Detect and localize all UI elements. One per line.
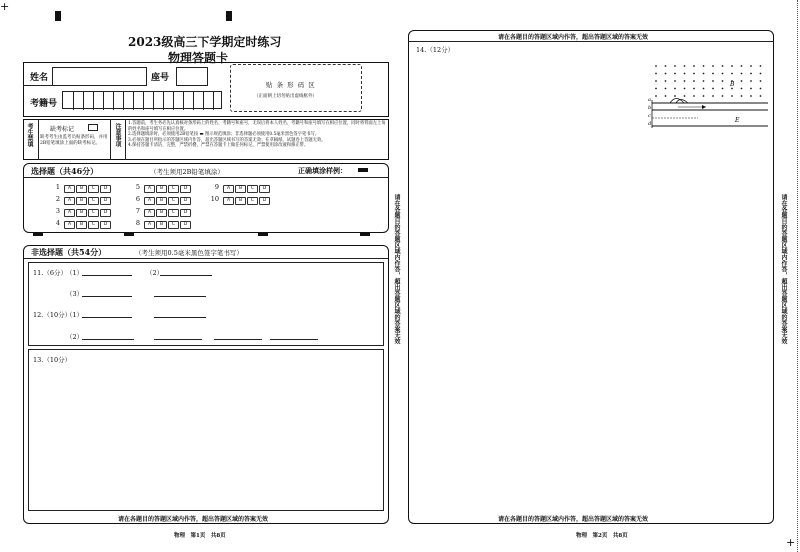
position-mark (226, 11, 232, 21)
field-dot (693, 80, 695, 82)
choice-question-number: 8 (135, 219, 140, 227)
field-dot (703, 88, 705, 90)
choice-bubble-10-c[interactable]: C (247, 197, 258, 205)
q11-part1-label: （1） (66, 269, 84, 277)
choice-title: 选择题（共46分） (31, 166, 99, 176)
choice-question-10 (207, 195, 271, 205)
field-dot (655, 73, 657, 75)
field-dot (741, 80, 743, 82)
field-dot (722, 65, 724, 67)
field-dot (722, 80, 724, 82)
position-mark (124, 232, 134, 236)
registration-cross-bottom-right: + (786, 536, 796, 549)
choice-bubble-3-b[interactable]: B (76, 209, 87, 217)
choice-bubble-8-a[interactable]: A (144, 221, 155, 229)
area-warning-top-right: 请在各题目的答题区域内作答，超出答题区域的答案无效 (498, 34, 649, 41)
registration-cross-top-left: + (0, 0, 10, 13)
notes-list (128, 121, 386, 149)
choice-bubble-1-c[interactable]: C (88, 185, 99, 193)
field-dot (722, 88, 724, 90)
choice-bubble-3-d[interactable]: D (100, 209, 111, 217)
field-dot (665, 80, 667, 82)
choice-bubble-5-a[interactable]: A (144, 185, 155, 193)
q14-figure (648, 60, 770, 132)
field-dot (731, 95, 733, 97)
choice-bubble-6-c[interactable]: C (168, 197, 179, 205)
note-item: 2.选择题填涂时，必须使用2B铅笔按 ▬ 图示规范填涂；非选择题必须使用0.5毫米黑色签字笔书写。 (128, 132, 320, 137)
choice-question-2 (48, 195, 112, 205)
footer-right: 物理 第2页 共8页 (576, 533, 628, 539)
field-dot (665, 95, 667, 97)
field-dot (703, 73, 705, 75)
field-dot (741, 88, 743, 90)
choice-question-number: 9 (214, 183, 219, 191)
choice-instruction: （考生须用2B铅笔填涂） (150, 168, 224, 176)
choice-bubble-5-c[interactable]: C (168, 185, 179, 193)
field-dot (731, 73, 733, 75)
side-warning-left: 请在各题目的答题区域内作答，超出答题区域的答案无效 (393, 194, 400, 344)
exam-number-label: 考籍号 (30, 99, 58, 109)
field-dot (712, 73, 714, 75)
choice-question-number: 5 (135, 183, 140, 191)
position-mark (360, 232, 370, 236)
q12-part1-label: （1） (66, 311, 84, 319)
field-dot (760, 88, 762, 90)
area-warning-left: 请在各题目的答题区域内作答，超出答题区域的答案无效 (118, 516, 269, 523)
field-dot (722, 95, 724, 97)
field-dot (741, 65, 743, 67)
choice-bubble-4-d[interactable]: D (100, 221, 111, 229)
choice-question-number: 7 (135, 207, 140, 215)
choice-question-number: 6 (135, 195, 140, 203)
field-dot (750, 80, 752, 82)
nonchoice-instruction: （考生须用0.5毫米黑色签字笔书写） (135, 249, 243, 257)
choice-bubble-9-c[interactable]: C (247, 185, 258, 193)
barcode-title: 贴 条 形 码 区 (266, 81, 316, 89)
choice-bubble-1-b[interactable]: B (76, 185, 87, 193)
position-mark (33, 232, 43, 236)
field-dot (760, 65, 762, 67)
absent-label: 缺考标记 (50, 126, 75, 133)
field-dot (693, 88, 695, 90)
q14-point-a-label: a (648, 97, 651, 103)
field-dot (703, 95, 705, 97)
choice-bubble-7-d[interactable]: D (180, 209, 191, 217)
notes-side-label: 注意事项 (114, 123, 121, 147)
position-mark (55, 11, 61, 21)
choice-bubble-2-c[interactable]: C (88, 197, 99, 205)
position-mark (258, 232, 268, 236)
q13-label: 13.（10分） (33, 356, 72, 364)
field-dot (760, 73, 762, 75)
choice-question-number: 1 (55, 183, 60, 191)
choice-question-9 (207, 183, 271, 193)
sample-filled-mark (358, 168, 368, 172)
absent-checkbox[interactable] (88, 124, 98, 131)
choice-bubble-2-a[interactable]: A (64, 197, 75, 205)
choice-question-number: 2 (55, 195, 60, 203)
field-dot (684, 73, 686, 75)
field-dot (665, 65, 667, 67)
field-dot (674, 95, 676, 97)
q11-label: 11.（6分） (33, 269, 67, 277)
choice-bubble-6-b[interactable]: B (156, 197, 167, 205)
choice-bubble-10-b[interactable]: B (235, 197, 246, 205)
field-dot (665, 73, 667, 75)
sample-label: 正确填涂样例： (298, 166, 347, 175)
nonchoice-title: 非选择题（共54分） (31, 247, 107, 257)
choice-bubble-3-c[interactable]: C (88, 209, 99, 217)
choice-bubble-4-a[interactable]: A (64, 221, 75, 229)
choice-bubble-10-a[interactable]: A (223, 197, 234, 205)
field-dot (674, 88, 676, 90)
field-dot (741, 95, 743, 97)
choice-question-6 (128, 195, 192, 205)
field-dot (741, 73, 743, 75)
choice-bubble-7-c[interactable]: C (168, 209, 179, 217)
choice-question-1 (48, 183, 112, 193)
field-dot (750, 95, 752, 97)
field-dot (703, 80, 705, 82)
q11-part3-label: （3） (66, 290, 84, 298)
field-dot (722, 73, 724, 75)
field-dot (760, 80, 762, 82)
field-dot (693, 73, 695, 75)
field-dot (712, 80, 714, 82)
choice-bubble-8-b[interactable]: B (156, 221, 167, 229)
seat-input-box[interactable] (176, 67, 208, 86)
field-dot (712, 95, 714, 97)
area-warning-bottom-right: 请在各题目的答题区域内作答，超出答题区域的答案无效 (498, 516, 649, 523)
q12-part2-label: （2） (66, 333, 84, 341)
choice-bubble-3-a[interactable]: A (64, 209, 75, 217)
choice-question-5 (128, 183, 192, 193)
field-dot (674, 80, 676, 82)
note-item: 4.保持答题卡清洁、完整，严禁折叠，严禁在答题卡上做任何标记，严禁使用涂改液和修正带。 (128, 143, 309, 148)
field-dot (750, 73, 752, 75)
field-dot (712, 88, 714, 90)
field-dot (684, 88, 686, 90)
field-dot (760, 95, 762, 97)
q14-point-c-label: c (648, 113, 651, 119)
field-dot (655, 95, 657, 97)
choice-bubble-1-a[interactable]: A (64, 185, 75, 193)
choice-bubble-9-a[interactable]: A (223, 185, 234, 193)
note-item: 1.答题前，考生务必先认真核对条形码上的姓名、考籍号和座号，无误后将本人姓名、考籍号和座号填写在相应位置，同时将背面左上角的姓名和座号填写在相应位置。 (128, 121, 386, 132)
note-item: 3.必须在题目所指示的答题区域内作答，超出答题区域书写的答案无效；在草稿纸、试题卷上答题无效。 (128, 137, 326, 143)
field-dot (655, 88, 657, 90)
field-dot (674, 73, 676, 75)
choice-question-7 (128, 207, 192, 217)
field-dot (693, 95, 695, 97)
q14-point-b-label: b (648, 105, 652, 111)
choice-bubble-6-a[interactable]: A (144, 197, 155, 205)
field-dot (665, 88, 667, 90)
choice-bubble-5-d[interactable]: D (180, 185, 191, 193)
choice-bubble-10-d[interactable]: D (259, 197, 270, 205)
field-dot (684, 95, 686, 97)
name-input-box[interactable] (52, 67, 147, 86)
q14-field-e-label: E (735, 117, 740, 124)
choice-bubble-2-b[interactable]: B (76, 197, 87, 205)
field-dot (712, 65, 714, 67)
field-dot (655, 65, 657, 67)
choice-bubble-9-b[interactable]: B (235, 185, 246, 193)
dotted-margin (797, 0, 798, 552)
field-dot (655, 80, 657, 82)
q14-label: 14.（12分） (416, 46, 455, 54)
seat-label: 座号 (151, 73, 170, 83)
q11-part2-label: （2） (146, 269, 164, 277)
choice-bubble-1-d[interactable]: D (100, 185, 111, 193)
field-dot (703, 65, 705, 67)
barcode-note: （正面朝上切勿贴出虚线框外） (254, 94, 317, 99)
choice-bubble-8-c[interactable]: C (168, 221, 179, 229)
choice-bubble-5-b[interactable]: B (156, 185, 167, 193)
side-warning-right: 请在各题目的答题区域内作答，超出答题区域的答案无效 (780, 194, 787, 344)
field-dot (674, 65, 676, 67)
page-subtitle: 物理答题卡 (168, 51, 229, 65)
field-dot (731, 65, 733, 67)
choice-bubble-8-d[interactable]: D (180, 221, 191, 229)
choice-question-4 (48, 219, 112, 229)
field-dot (684, 65, 686, 67)
footer-left: 物理 第1页 共8页 (174, 533, 226, 539)
candidate-side-label: 考生禁填 (26, 123, 33, 147)
choice-question-8 (128, 219, 192, 229)
left-section-outline (23, 259, 389, 524)
q14-point-d-label: d (648, 121, 652, 127)
choice-bubble-2-d[interactable]: D (100, 197, 111, 205)
field-dot (684, 80, 686, 82)
choice-question-number: 3 (55, 207, 60, 215)
field-dot (750, 65, 752, 67)
choice-bubble-4-b[interactable]: B (76, 221, 87, 229)
field-dot (750, 88, 752, 90)
name-label: 姓名 (30, 73, 49, 83)
q14-field-b-label: B (730, 81, 735, 88)
choice-bubble-7-a[interactable]: A (144, 209, 155, 217)
page-title: 2023级高三下学期定时练习 (128, 35, 282, 49)
field-dot (693, 65, 695, 67)
q12-label: 12.（10分） (33, 311, 72, 319)
choice-question-number: 4 (55, 219, 60, 227)
choice-bubble-4-c[interactable]: C (88, 221, 99, 229)
choice-question-3 (48, 207, 112, 217)
choice-question-number: 10 (210, 195, 219, 203)
choice-bubble-9-d[interactable]: D (259, 185, 270, 193)
choice-bubble-6-d[interactable]: D (180, 197, 191, 205)
exam-number-cells[interactable] (62, 91, 222, 109)
choice-bubble-7-b[interactable]: B (156, 209, 167, 217)
absent-note: 缺考考生由监考员贴条形码，并用2B铅笔填涂上面的缺考标记。 (40, 135, 108, 146)
